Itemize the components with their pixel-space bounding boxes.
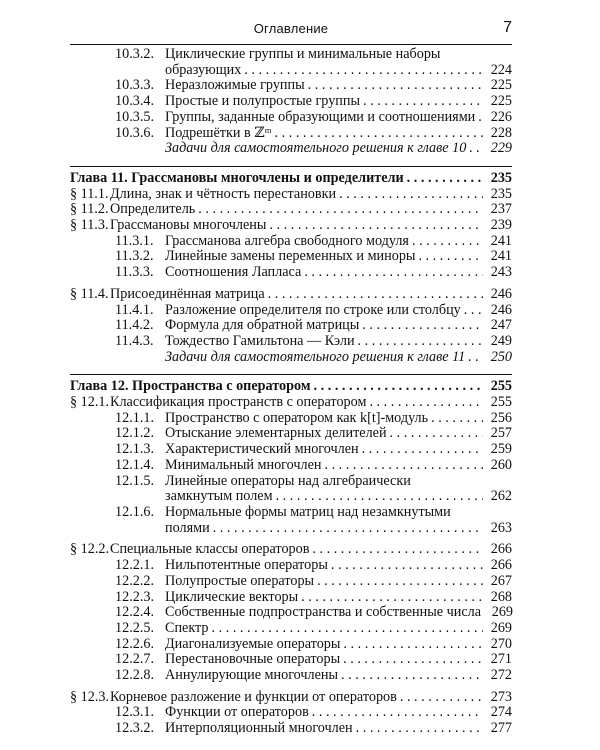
toc-page: 250 [490, 348, 512, 365]
leader-dots [324, 458, 483, 474]
toc-entry[interactable] [70, 94, 512, 110]
toc-entry[interactable] [70, 47, 512, 63]
table-of-contents [70, 47, 512, 737]
toc-page: 246 [490, 285, 512, 302]
toc-page: 235 [490, 169, 512, 186]
toc-number: 11.3.2. [115, 248, 154, 265]
toc-page: 262 [490, 488, 512, 505]
toc-title: Линейные замены переменных и миноры [165, 248, 416, 265]
running-header [70, 18, 512, 45]
toc-number: 12.2.3. [115, 588, 155, 605]
leader-dots [369, 395, 483, 411]
toc-entry[interactable] [70, 605, 512, 621]
toc-title: Задачи для самостоятельного решения к главе 11 [165, 348, 466, 365]
toc-entry[interactable] [70, 318, 512, 334]
toc-number: § 12.2. [70, 541, 110, 558]
leader-dots [362, 318, 483, 334]
toc-entry[interactable] [70, 458, 512, 474]
toc-page: 225 [490, 77, 512, 94]
leader-dots [213, 521, 483, 537]
toc-title: Нормальные формы матриц над незамкнутыми [165, 503, 451, 520]
toc-entry[interactable] [70, 303, 512, 319]
leader-dots [276, 489, 483, 505]
toc-entry[interactable] [70, 721, 512, 737]
toc-number: 11.4.2. [115, 317, 154, 334]
toc-page: 260 [490, 456, 512, 473]
toc-title: Грассмановы многочлены [110, 217, 267, 234]
toc-title: Интерполяционный многочлен [165, 720, 353, 737]
toc-page: 224 [490, 61, 512, 78]
leader-dots [478, 110, 483, 126]
leader-dots [363, 94, 483, 110]
toc-entry[interactable] [70, 110, 512, 126]
toc-title: Циклические группы и минимальные наборы [165, 46, 441, 62]
toc-title: Отыскание элементарных делителей [165, 425, 387, 442]
toc-number: 12.3.2. [115, 720, 155, 737]
toc-entry[interactable] [70, 505, 512, 521]
toc-number: 12.2.1. [115, 557, 155, 574]
toc-entry-continuation[interactable] [70, 63, 512, 79]
leader-dots [312, 705, 483, 721]
toc-entry[interactable] [70, 637, 512, 653]
toc-chapter[interactable] [70, 171, 512, 187]
toc-entry[interactable] [70, 442, 512, 458]
toc-title: Формула для обратной матрицы [165, 317, 360, 334]
toc-title: замкнутым полем [165, 488, 273, 505]
toc-number: § 11.4. [70, 285, 109, 302]
toc-number: 11.3.3. [115, 264, 154, 281]
leader-dots [464, 303, 483, 319]
toc-page: 249 [490, 332, 512, 349]
toc-number: 12.2.2. [115, 572, 155, 589]
toc-section[interactable] [70, 542, 512, 558]
toc-page: 226 [490, 108, 512, 125]
toc-number: 12.1.4. [115, 456, 155, 473]
toc-number: § 11.3. [70, 217, 109, 234]
toc-title: Подрешётки в ℤᵐ [165, 124, 272, 141]
toc-entry[interactable] [70, 265, 512, 281]
toc-section[interactable] [70, 218, 512, 234]
toc-title: Спектр [165, 619, 209, 636]
toc-section[interactable] [70, 187, 512, 203]
chapter-divider [70, 374, 512, 375]
toc-title: Собственные подпространства и собственные числа [165, 604, 482, 621]
toc-number: 12.2.5. [115, 619, 155, 636]
toc-number: 12.2.8. [115, 667, 155, 684]
toc-title: образующих [165, 61, 242, 78]
toc-title: Грассманова алгебра свободного модуля [165, 232, 409, 249]
toc-title: Минимальный многочлен [165, 456, 322, 473]
leader-dots [469, 141, 483, 157]
toc-title: Неразложимые группы [165, 77, 305, 94]
toc-page: 247 [490, 317, 512, 334]
toc-title: Нильпотентные операторы [165, 557, 328, 574]
toc-page: 228 [490, 124, 512, 141]
toc-page: 277 [490, 720, 512, 737]
leader-dots [312, 542, 483, 558]
leader-dots [244, 63, 483, 79]
toc-title: Полупростые операторы [165, 572, 315, 589]
toc-page: 241 [490, 248, 512, 265]
toc-page: 255 [490, 394, 512, 411]
toc-page: 270 [490, 635, 512, 652]
toc-title: полями [165, 519, 210, 536]
toc-page: 269 [491, 604, 514, 621]
leader-dots [198, 202, 483, 218]
toc-title: Группы, заданные образующими и соотношениями [165, 108, 476, 125]
toc-page: 268 [490, 588, 512, 605]
toc-entry[interactable] [70, 558, 512, 574]
leader-dots [339, 187, 483, 203]
toc-page: 266 [490, 557, 512, 574]
toc-number: 11.3.1. [115, 232, 154, 249]
toc-section[interactable] [70, 395, 512, 411]
toc-page: 269 [490, 619, 512, 636]
toc-number: § 11.2. [70, 201, 109, 218]
leader-dots [317, 574, 483, 590]
toc-exercises-entry[interactable] [70, 350, 512, 366]
toc-page: 246 [490, 301, 512, 318]
toc-chapter[interactable] [70, 379, 512, 395]
leader-dots [275, 126, 483, 142]
toc-entry[interactable] [70, 334, 512, 350]
toc-title: Классификация пространств с оператором [110, 394, 367, 411]
toc-entry[interactable] [70, 590, 512, 606]
leader-dots [304, 265, 483, 281]
toc-page: 241 [490, 232, 512, 249]
header-page-number: 7 [503, 19, 512, 36]
toc-title: Аннулирующие многочлены [165, 667, 339, 684]
leader-dots [468, 350, 483, 366]
leader-dots [308, 78, 483, 94]
leader-dots [343, 637, 483, 653]
toc-number: 12.1.3. [115, 441, 155, 458]
toc-title: Присоединённая матрица [110, 285, 265, 302]
toc-number: 12.1.2. [115, 425, 155, 442]
toc-page: 273 [490, 688, 512, 705]
toc-entry[interactable] [70, 621, 512, 637]
toc-number: 12.3.1. [115, 704, 155, 721]
toc-section[interactable] [70, 690, 512, 706]
toc-number: 10.3.4. [115, 93, 155, 110]
toc-entry-continuation[interactable] [70, 489, 512, 505]
toc-number: 12.2.4. [115, 604, 155, 621]
toc-title: Корневое разложение и функции от операторов [110, 688, 397, 705]
toc-number: 12.2.6. [115, 635, 155, 652]
toc-entry-continuation[interactable] [70, 521, 512, 537]
toc-entry[interactable] [70, 126, 512, 142]
toc-number: 11.4.1. [115, 301, 154, 318]
leader-dots [341, 668, 483, 684]
toc-title: Специальные классы операторов [110, 541, 310, 558]
leader-dots [390, 426, 483, 442]
toc-number: 10.3.6. [115, 124, 155, 141]
toc-title: Линейные операторы над алгебраически [165, 472, 411, 489]
leader-dots [301, 590, 483, 606]
leader-dots [268, 287, 483, 303]
toc-number: § 12.1. [70, 394, 110, 411]
toc-page: 256 [490, 409, 512, 426]
toc-entry[interactable] [70, 234, 512, 250]
toc-title: Задачи для самостоятельного решения к главе 10 [165, 140, 467, 157]
toc-page: 274 [490, 704, 512, 721]
toc-title: Тождество Гамильтона — Кэли [165, 332, 355, 349]
toc-entry[interactable] [70, 426, 512, 442]
leader-dots [314, 379, 483, 395]
leader-dots [407, 171, 483, 187]
toc-page: 271 [490, 651, 512, 668]
leader-dots [212, 621, 483, 637]
toc-title: Разложение определителя по строке или столбцу [165, 301, 461, 318]
leader-dots [358, 334, 483, 350]
toc-title: Диагонализуемые операторы [165, 635, 341, 652]
leader-dots [331, 558, 483, 574]
toc-number: 10.3.3. [115, 77, 155, 94]
toc-title: Перестановочные операторы [165, 651, 341, 668]
toc-section[interactable] [70, 287, 512, 303]
leader-dots [356, 721, 483, 737]
chapter-divider [70, 166, 512, 167]
toc-entry[interactable] [70, 474, 512, 490]
toc-section[interactable] [70, 202, 512, 218]
toc-entry[interactable] [70, 668, 512, 684]
toc-number: 12.1.6. [115, 503, 155, 520]
leader-dots [400, 690, 483, 706]
leader-dots [269, 218, 483, 234]
leader-dots [418, 249, 483, 265]
toc-entry[interactable] [70, 249, 512, 265]
toc-page: 235 [490, 185, 512, 202]
leader-dots [412, 234, 483, 250]
toc-title: Циклические векторы [165, 588, 299, 605]
toc-title: Глава 11. Грассмановы многочлены и определители [70, 169, 404, 186]
toc-entry[interactable] [70, 652, 512, 668]
leader-dots [362, 442, 483, 458]
toc-page: 229 [490, 140, 512, 157]
toc-entry[interactable] [70, 574, 512, 590]
toc-page: 257 [490, 425, 512, 442]
toc-page: 263 [490, 519, 512, 536]
toc-page: 255 [490, 378, 512, 395]
toc-page: 239 [490, 217, 512, 234]
toc-number: 10.3.2. [115, 46, 155, 62]
toc-title: Длина, знак и чётность перестановки [110, 185, 337, 202]
toc-number: 12.1.5. [115, 472, 155, 489]
toc-title: Глава 12. Пространства с оператором [70, 378, 311, 395]
toc-entry[interactable] [70, 78, 512, 94]
toc-title: Функции от операторов [165, 704, 309, 721]
toc-page: 259 [490, 441, 512, 458]
toc-number: § 12.3. [70, 688, 110, 705]
toc-number: 12.1.1. [115, 409, 155, 426]
toc-entry[interactable] [70, 705, 512, 721]
toc-title: Простые и полупростые группы [165, 93, 361, 110]
toc-page: 237 [490, 201, 512, 218]
toc-title: Определитель [110, 201, 196, 218]
leader-dots [431, 411, 483, 427]
toc-title: Характеристический многочлен [165, 441, 359, 458]
toc-page: 272 [490, 667, 512, 684]
header-title: Оглавление [253, 21, 329, 36]
toc-page: 266 [490, 541, 512, 558]
toc-number: 10.3.5. [115, 108, 155, 125]
toc-title: Соотношения Лапласа [165, 264, 302, 281]
toc-page: 225 [490, 93, 512, 110]
toc-entry[interactable] [70, 411, 512, 427]
toc-number: § 11.1. [70, 185, 109, 202]
toc-title: Пространство с оператором как k[t]-модуль [165, 409, 429, 426]
toc-number: 12.2.7. [115, 651, 155, 668]
leader-dots [343, 652, 483, 668]
toc-exercises-entry[interactable] [70, 141, 512, 157]
toc-number: 11.4.3. [115, 332, 154, 349]
toc-page: 243 [490, 264, 512, 281]
toc-page: 267 [490, 572, 512, 589]
